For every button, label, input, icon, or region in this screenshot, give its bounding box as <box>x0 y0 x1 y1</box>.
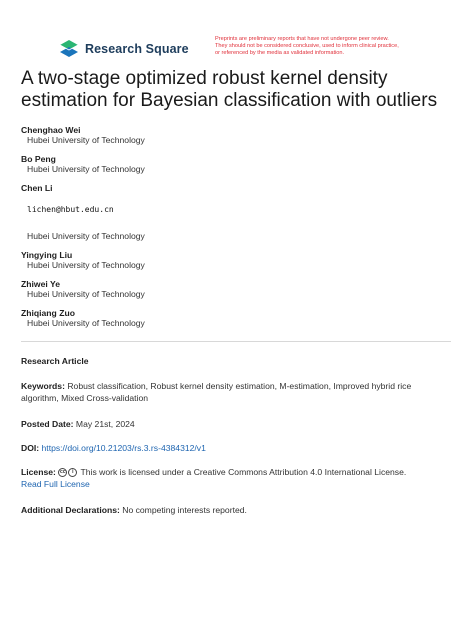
doi-label: DOI: <box>21 443 40 453</box>
research-square-logo-icon <box>58 39 80 59</box>
author-name[interactable]: Bo Peng <box>21 154 56 164</box>
posted-date-value: May 21st, 2024 <box>75 419 135 429</box>
cc-icon: cc <box>59 469 66 476</box>
declarations-value: No competing interests reported. <box>122 505 247 515</box>
article-type-label: Research Article <box>21 356 89 366</box>
read-full-license-link[interactable]: Read Full License <box>21 479 90 489</box>
article-type <box>21 355 451 367</box>
by-person-icon: i <box>68 468 77 477</box>
logo-text: Research Square <box>85 42 189 56</box>
author-name[interactable]: Chen Li <box>21 183 53 193</box>
doi-link[interactable]: https://doi.org/10.21203/rs.3.rs-4384312/v1 <box>41 443 206 453</box>
notice-line: They should not be considered conclusive, used to inform clinical practice, <box>215 43 399 50</box>
license <box>21 466 451 490</box>
keywords <box>21 380 451 404</box>
author-affiliation: Hubei University of Technology <box>27 231 145 241</box>
author-affiliation: Hubei University of Technology <box>27 135 145 145</box>
section-divider <box>21 341 451 342</box>
author-name[interactable]: Yingying Liu <box>21 250 73 260</box>
license-label: License: <box>21 467 56 477</box>
doi <box>21 442 451 454</box>
posted-date-label: Posted Date: <box>21 419 74 429</box>
author-name[interactable]: Chenghao Wei <box>21 125 81 135</box>
author-affiliation: Hubei University of Technology <box>27 164 145 174</box>
license-text: This work is licensed under a Creative Commons Attribution 4.0 International License. <box>80 467 407 477</box>
author-name[interactable]: Zhiwei Ye <box>21 279 61 289</box>
declarations-label: Additional Declarations: <box>21 505 120 515</box>
posted-date <box>21 418 451 430</box>
preprint-notice <box>215 36 455 58</box>
author-affiliation: Hubei University of Technology <box>27 260 145 270</box>
author-email[interactable]: lichen@hbut.edu.cn <box>27 205 114 214</box>
author-list <box>21 125 451 328</box>
author-affiliation: Hubei University of Technology <box>27 318 145 328</box>
additional-declarations <box>21 504 451 516</box>
research-square-logo[interactable] <box>58 39 189 59</box>
paper-title: A two-stage optimized robust kernel density estimation for Bayesian classification with outliers <box>21 68 438 111</box>
notice-line: or referenced by the media as validated information. <box>215 50 345 57</box>
keywords-value: Robust classification, Robust kernel density estimation, M-estimation, Improved hybrid rice algorithm, Mixed Cross-validation <box>21 381 412 403</box>
author-affiliation: Hubei University of Technology <box>27 289 145 299</box>
keywords-label: Keywords: <box>21 381 65 391</box>
notice-line: Preprints are preliminary reports that have not undergone peer review. <box>215 36 389 42</box>
author-name[interactable]: Zhiqiang Zuo <box>21 308 75 318</box>
